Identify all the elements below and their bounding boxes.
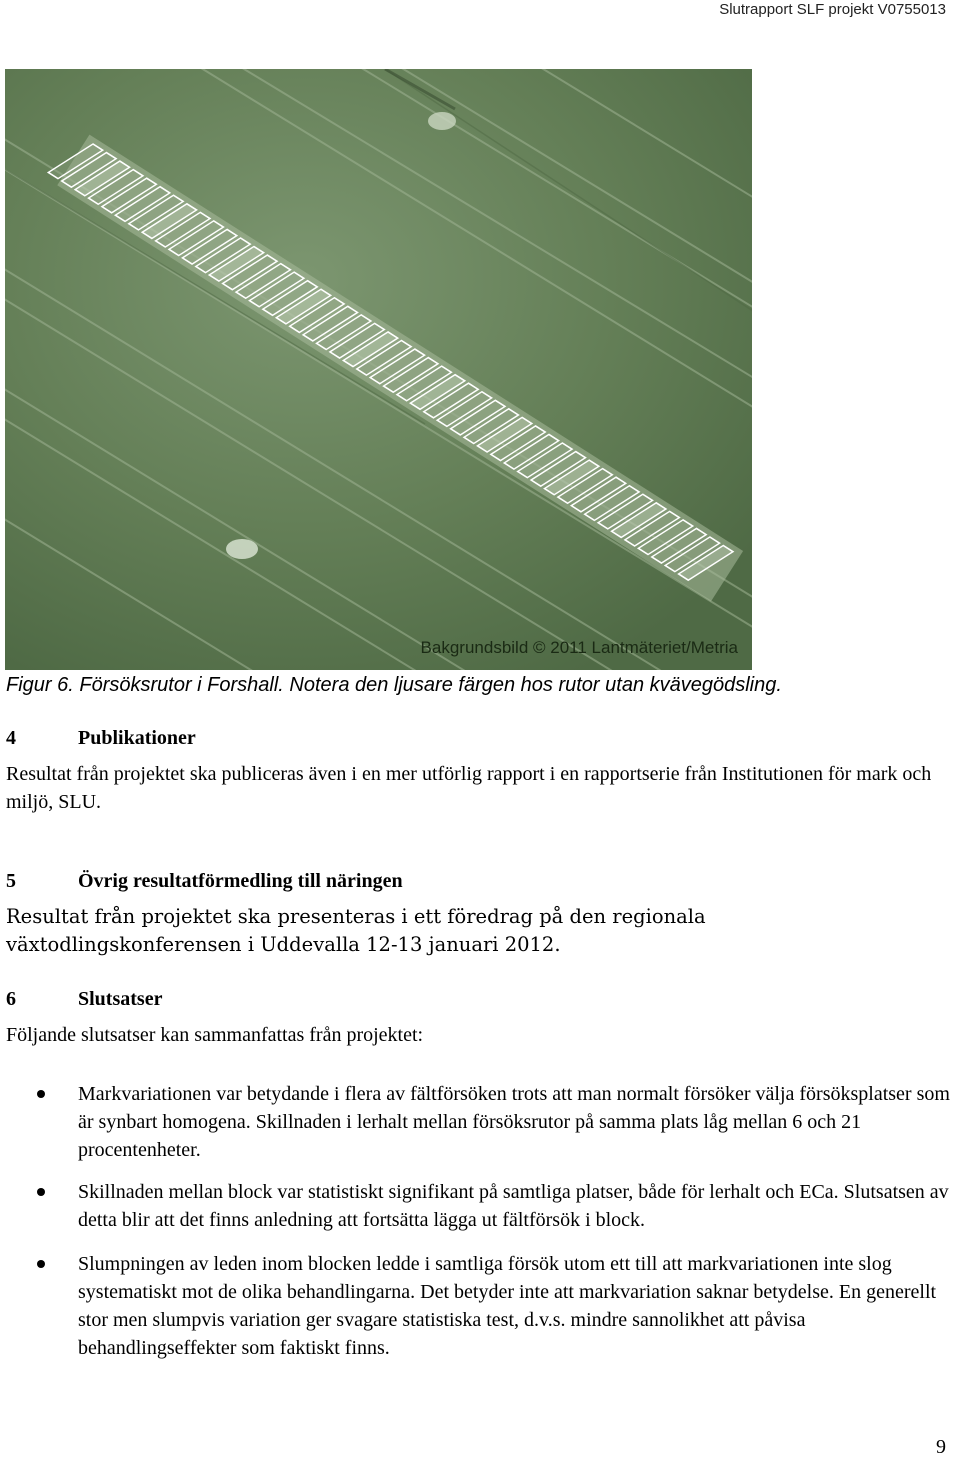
section-heading — [6, 988, 162, 1011]
section-body: Följande slutsatser kan sammanfattas från projektet: — [6, 1024, 424, 1046]
bullet-icon — [37, 1188, 45, 1196]
light-patch — [226, 539, 258, 559]
aerial-photo — [5, 69, 752, 670]
list-item-text: Markvariationen var betydande i flera av fältförsöken trots att man normalt försöker välja försöksplatser som är synbart homogena. Skillnaden i lerhalt mellan försöksrutor på samma plats låg mellan 6 och 21 procentenheter. — [78, 1083, 950, 1161]
section-body: Resultat från projektet ska presenteras i ett föredrag på den regionala växtodlingskonferensen i Uddevalla 12-13 januari 2012. — [6, 905, 706, 956]
section-heading — [6, 727, 196, 750]
figure-caption: Figur 6. Försöksrutor i Forshall. Notera den ljusare färgen hos rutor utan kvävegödsling. — [6, 674, 782, 696]
list-item-text: Skillnaden mellan block var statistiskt signifikant på samtliga platser, både för lerhalt och ECa. Slutsatsen av detta blir att det finns anledning att fortsätta lägga ut fältförsök i block. — [78, 1181, 949, 1231]
section-title: Övrig resultatförmedling till näringen — [78, 870, 403, 892]
running-header: Slutrapport SLF projekt V0755013 — [719, 1, 946, 18]
bullet-icon — [37, 1260, 45, 1268]
bullet-icon — [37, 1090, 45, 1098]
page-number: 9 — [936, 1436, 946, 1458]
light-patch — [428, 112, 456, 130]
field-image — [5, 69, 752, 670]
section-number: 6 — [6, 988, 16, 1010]
section-heading — [6, 870, 403, 893]
section-title: Publikationer — [78, 727, 196, 749]
section-body: Resultat från projektet ska publiceras även i en mer utförlig rapport i en rapportserie från Institutionen för mark och miljö, SLU. — [6, 763, 932, 813]
list-item-text: Slumpningen av leden inom blocken ledde i samtliga försök utom ett till att markvariationen inte slog systematiskt mot de olika behandlingarna. Det betyder inte att markvariation saknar betydelse. En generellt stor men slumpvis variation ger svagare statistiska test, d.v.s. mindre sannolikhet att påvisa behandlingseffekter som faktiskt finns. — [78, 1253, 937, 1359]
section-number: 4 — [6, 727, 16, 749]
section-number: 5 — [6, 870, 16, 892]
image-credit: Bakgrundsbild © 2011 Lantmäteriet/Metria — [420, 638, 738, 657]
section-title: Slutsatser — [78, 988, 163, 1010]
